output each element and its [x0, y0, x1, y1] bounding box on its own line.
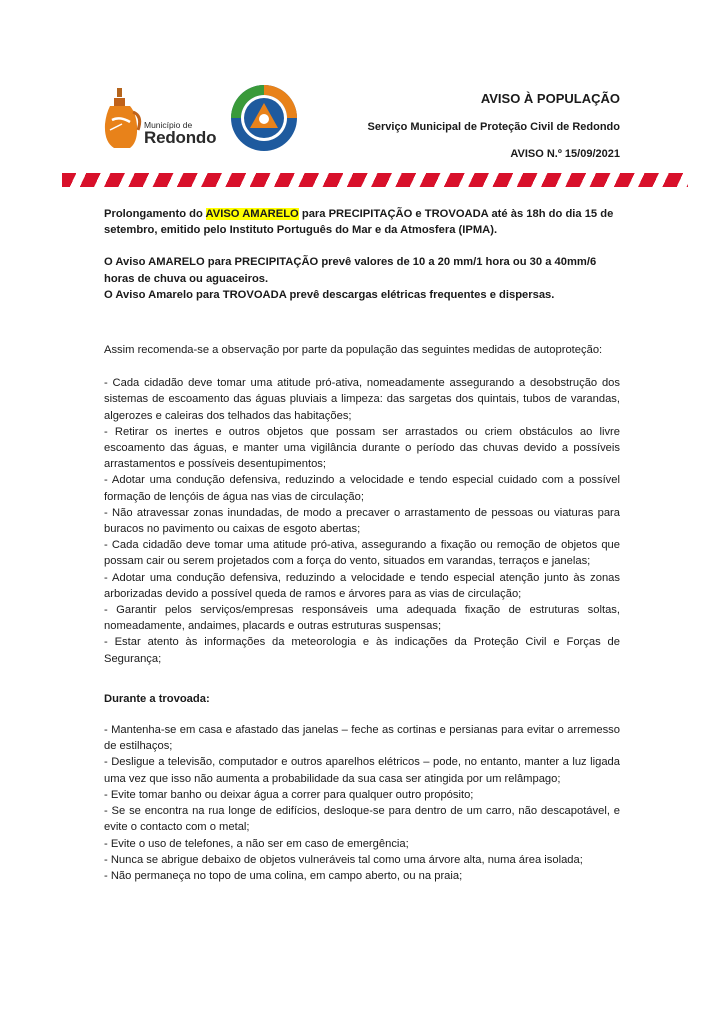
measure-item: - Cada cidadão deve tomar uma atitude pró-ativa, nomeadamente assegurando a desobstrução dos sistemas de escoamento das águas pluviais a limpeza: das sargetas dos quintais, tubos de varandas, algerozes e caleiras dos telhados das habitações;	[104, 377, 620, 422]
thunder-measure-item: - Evite o uso de telefones, a não ser em caso de emergência;	[104, 837, 409, 850]
intro-part2: para PRECIPITAÇÃO e TROVOADA até às 18h do dia 15 de setembro, emitido pelo Instituto Português do Mar e da Atmosfera (IPMA).	[104, 208, 614, 237]
aviso-amarelo-highlight: AVISO AMARELO	[205, 208, 299, 220]
measure-item: - Adotar uma condução defensiva, reduzindo a velocidade e tendo especial atenção junto às zonas arborizadas devido a possível queda de ramos e árvores para as vias de circulação;	[104, 571, 620, 600]
logo-municipio-label: Município de	[144, 120, 193, 130]
intro-part1: Prolongamento do	[104, 208, 206, 220]
thunder-measure-item: - Desligue a televisão, computador e outros aparelhos elétricos – pode, no entanto, manter a luz ligada uma vez que isso não aumenta a probabilidade da sua casa ser atingida por um relâmpago;	[104, 756, 620, 785]
thunder-heading: Durante a trovoada:	[104, 692, 210, 705]
jug-icon	[100, 86, 144, 152]
service-name: Serviço Municipal de Proteção Civil de Redondo	[367, 121, 620, 133]
measure-item: - Cada cidadão deve tomar uma atitude pró-ativa, assegurando a fixação ou remoção de objetos que possam cair ou serem projetados com a força do vento, situados em varandas, terraços e janelas;	[104, 539, 620, 568]
intro-paragraph	[104, 206, 620, 238]
protecao-civil-logo	[230, 84, 298, 152]
thunder-measure-item: - Mantenha-se em casa e afastado das janelas – feche as cortinas e persianas para evitar o arremesso de estilhaços;	[104, 724, 620, 753]
thunder-measures-list	[104, 722, 620, 884]
notice-body	[104, 206, 620, 884]
measure-item: - Estar atento às informações da meteorologia e às indicações da Proteção Civil e Forças de Segurança;	[104, 636, 620, 665]
measures-list	[104, 375, 620, 667]
notice-number: AVISO N.º 15/09/2021	[510, 148, 620, 160]
warning-stripe	[62, 173, 688, 187]
notice-title: AVISO À POPULAÇÃO	[480, 91, 620, 106]
thunder-measure-item: - Não permaneça no topo de uma colina, em campo aberto, ou na praia;	[104, 869, 463, 882]
recommend-intro: Assim recomenda-se a observação por parte da população das seguintes medidas de autoproteção:	[104, 344, 603, 357]
logo-redondo-name: Redondo	[144, 128, 217, 147]
thunder-measure-item: - Nunca se abrigue debaixo de objetos vulneráveis tal como uma árvore alta, numa área isolada;	[104, 853, 583, 866]
measure-item: - Adotar uma condução defensiva, reduzindo a velocidade e tendo especial cuidado com a possível formação de lençóis de água nas vias de circulação;	[104, 474, 620, 503]
thunder-measure-item: - Se se encontra na rua longe de edifícios, desloque-se para dentro de um carro, não descapotável, e evite o contacto com o metal;	[104, 805, 620, 834]
thunder-warning: O Aviso Amarelo para TROVOADA prevê descargas elétricas frequentes e dispersas.	[104, 288, 555, 301]
precipitation-warning: O Aviso AMARELO para PRECIPITAÇÃO prevê valores de 10 a 20 mm/1 hora ou 30 a 40mm/6 horas de chuva ou aguaceiros.	[104, 256, 597, 285]
measure-item: - Retirar os inertes e outros objetos que possam ser arrastados ou criem obstáculos ao livre escoamento das águas, e manter uma vigilância durante o período das chuvas devido a possíveis arrastamentos e possíveis desentupimentos;	[104, 425, 620, 471]
thunder-measure-item: - Evite tomar banho ou deixar água a correr para qualquer outro propósito;	[104, 788, 474, 801]
measure-item: - Não atravessar zonas inundadas, de modo a precaver o arrastamento de pessoas ou viaturas para buracos no pavimento ou caixas de esgoto abertas;	[104, 506, 620, 536]
municipio-redondo-logo	[100, 86, 224, 152]
measure-item: - Garantir pelos serviços/empresas responsáveis uma adequada fixação de estruturas soltas, nomeadamente, andaimes, placards e outras estruturas suspensas;	[104, 604, 620, 633]
